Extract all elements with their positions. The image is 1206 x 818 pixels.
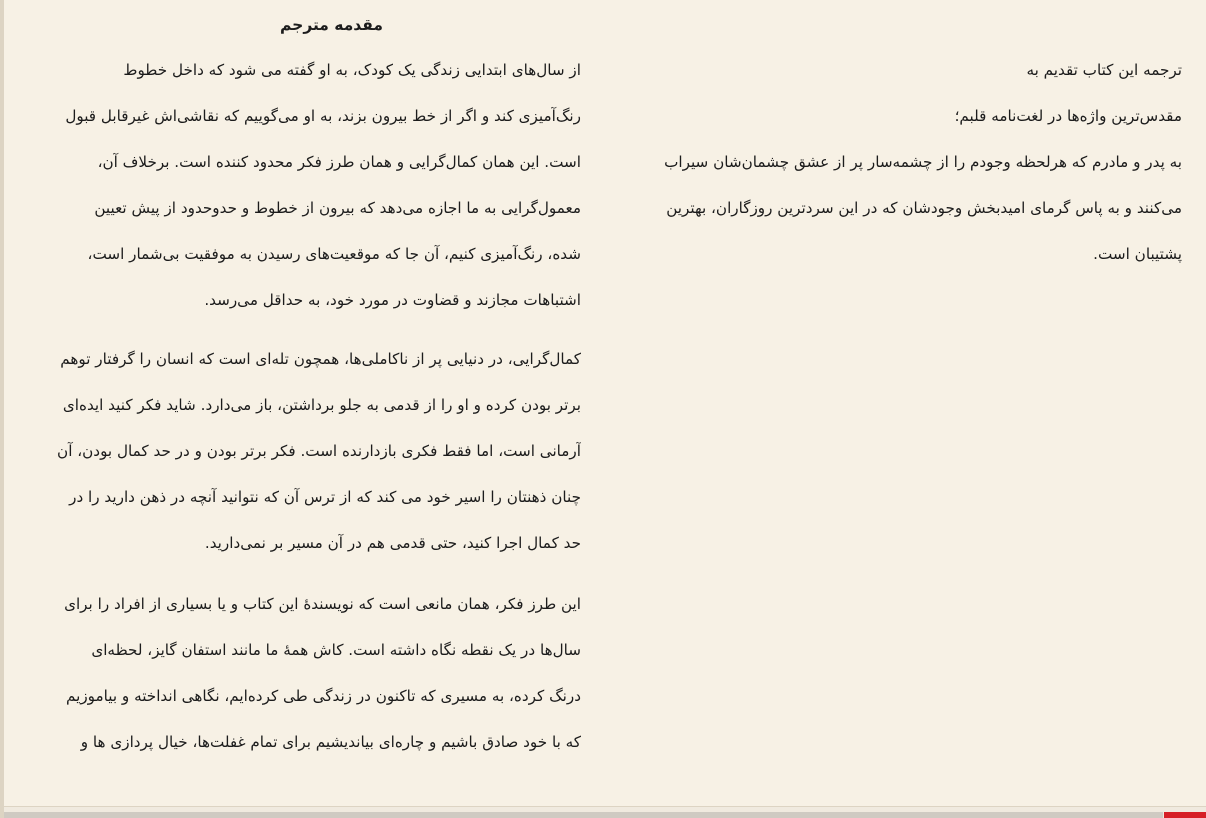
paragraph-line: این طرز فکر، همان مانعی است که نویسندهٔ این کتاب و یا بسیاری از افراد را برای <box>64 595 581 613</box>
paragraph-line: از سال‌های ابتدایی زندگی یک کودک، به او گفته می شود که داخل خطوط <box>123 61 581 79</box>
page-position-marker[interactable] <box>1164 812 1206 818</box>
preface-title: مقدمه مترجم <box>280 16 383 34</box>
paragraph-line: سال‌ها در یک نقطه نگاه داشته است. کاش همهٔ ما مانند استفان گایز، لحظه‌ای <box>91 641 581 659</box>
dedication-text <box>640 47 1182 277</box>
paragraph-line: اشتباهات مجازند و قضاوت در مورد خود، به حداقل می‌رسد. <box>204 291 581 309</box>
paragraph-line: است. این همان کمال‌گرایی و همان طرز فکر محدود کننده است. برخلاف آن، <box>97 153 581 171</box>
dedication-line: مقدس‌ترین واژه‌ها در لغت‌نامه قلبم؛ <box>954 107 1182 125</box>
horizontal-scrollbar-track[interactable] <box>4 812 1163 818</box>
preface-paragraph <box>44 581 581 765</box>
paragraph-line: شده، رنگ‌آمیزی کنیم، آن جا که موقعیت‌های رسیدن به موفقیت بی‌شمار است، <box>87 245 581 263</box>
preface-paragraph <box>44 47 581 323</box>
dedication-line: پشتیبان است. <box>1093 245 1182 263</box>
paragraph-line: برتر بودن کرده و او را از قدمی به جلو برداشتن، باز می‌دارد. شاید فکر کنید ایده‌ای <box>62 396 581 414</box>
dedication-line: به پدر و مادرم که هرلحظه وجودم را از چشمه‌سار پر از عشق چشمان‌شان سیراب <box>664 153 1182 171</box>
paragraph-line: حد کمال اجرا کنید، حتی قدمی هم در آن مسیر بر نمی‌دارید. <box>204 534 581 552</box>
paragraph-line: معمول‌گرایی به ما اجازه می‌دهد که بیرون از خطوط و حدوحدود از پیش تعیین <box>94 199 581 217</box>
paragraph-line: کمال‌گرایی، در دنیایی پر از ناکاملی‌ها، همچون تله‌ای است که انسان را گرفتار توهم <box>60 350 581 368</box>
paragraph-line: آرمانی است، اما فقط فکری بازدارنده است. فکر برتر بودن و در حد کمال بودن، آن <box>57 442 581 460</box>
paragraph-line: درنگ کرده، به مسیری که تاکنون در زندگی طی کرده‌ایم، نگاهی انداخته و بیاموزیم <box>66 687 581 705</box>
paragraph-line: چنان ذهنتان را اسیر خود می کند که از ترس آن که نتوانید آنچه در ذهن دارید را در <box>69 488 581 506</box>
paragraph-line: رنگ‌آمیزی کند و اگر از خط بیرون بزند، به او می‌گوییم که نقاشی‌اش غیرقابل قبول <box>65 107 581 125</box>
preface-paragraph <box>44 336 581 566</box>
paragraph-line: که با خود صادق باشیم و چاره‌ای بیاندیشیم برای تمام غفلت‌ها، خیال پردازی ها و <box>80 733 581 751</box>
dedication-line: ترجمه این کتاب تقدیم به <box>1026 61 1182 79</box>
dedication-line: می‌کنند و به پاس گرمای امیدبخش وجودشان که در این سردترین روزگاران، بهترین <box>666 199 1182 217</box>
